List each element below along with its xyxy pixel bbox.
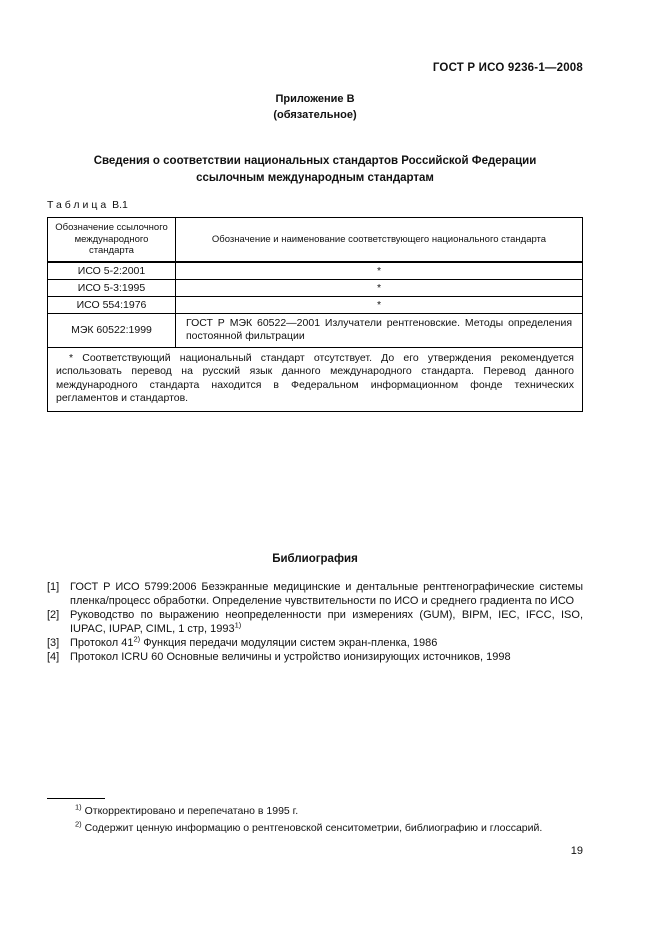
cell-reference-standard: ИСО 5-3:1995: [48, 279, 176, 296]
cell-national-standard: *: [176, 296, 583, 313]
table-row: [48, 262, 583, 280]
bibliography-list: [47, 580, 583, 664]
footnotes-block: [47, 798, 583, 837]
cell-national-standard: ГОСТ Р МЭК 60522—2001 Излучатели рентгеновские. Методы определения постоянной фильтрации: [176, 313, 583, 347]
table-caption: [47, 199, 128, 211]
cell-reference-standard: ИСО 554:1976: [48, 296, 176, 313]
cell-reference-standard: МЭК 60522:1999: [48, 313, 176, 347]
superscript-ref: 1): [234, 620, 242, 630]
table-row: [48, 296, 583, 313]
bibliography-heading: Библиография: [272, 553, 358, 565]
standards-table: [47, 217, 583, 412]
item-text: ГОСТ Р ИСО 5799:2006 Безэкранные медицинские и дентальные рентгенографические системы пленка/процесс обработки. Определение чувствительности по ИСО и среднего градиента по ИСО: [70, 581, 583, 607]
table-row: [48, 313, 583, 347]
bibliography-item: [47, 636, 583, 650]
running-head: ГОСТ Р ИСО 9236-1—2008: [432, 62, 583, 74]
table-footnote: * Соответствующий национальный стандарт отсутствует. До его утверждения рекомендуется использовать перевод на русский язык данного международного стандарта. Перевод данного международного стандарта находится в Федеральном информационном фонде технических регламентов и стандартов.: [48, 347, 583, 411]
superscript-ref: 2): [133, 634, 141, 644]
item-number: [3]: [47, 637, 60, 649]
bibliography-item: [47, 608, 583, 636]
annex-block: [47, 91, 583, 123]
section-title: [27, 153, 603, 187]
section-title-line2: ссылочным международным стандартам: [196, 172, 434, 184]
cell-reference-standard: ИСО 5-2:2001: [48, 262, 176, 280]
footnote-text: Откорректировано и перепечатано в 1995 г.: [84, 805, 299, 817]
footnote-marker: 2): [75, 819, 82, 829]
table-caption-label: Таблица: [47, 199, 110, 211]
bibliography-item: [47, 650, 583, 664]
item-number: [4]: [47, 651, 60, 663]
annex-type: (обязательное): [273, 109, 357, 121]
table-header-row: [48, 218, 583, 262]
column-header-reference: Обозначение ссылочного международного стандарта: [48, 218, 176, 262]
footnote-marker: 1): [75, 802, 82, 812]
annex-label: Приложение В: [275, 93, 355, 105]
table-footnote-row: [48, 347, 583, 411]
cell-national-standard: *: [176, 279, 583, 296]
footnote-item: [47, 820, 583, 837]
footnote-text: Содержит ценную информацию о рентгеновской сенситометрии, библиографию и глоссарий.: [84, 822, 543, 834]
footnote-item: [47, 803, 583, 820]
cell-national-standard: *: [176, 262, 583, 280]
page-number: 19: [570, 845, 583, 857]
item-text: Протокол ICRU 60 Основные величины и устройство ионизирующих источников, 1998: [70, 651, 511, 663]
column-header-national: Обозначение и наименование соответствующего национального стандарта: [176, 218, 583, 262]
item-number: [2]: [47, 609, 60, 621]
footnote-separator: [47, 798, 105, 799]
bibliography-item: [47, 580, 583, 608]
table-caption-number: В.1: [112, 199, 128, 211]
item-text: Протокол 41$^{2)}$ Функция передачи модуляции систем экран-пленка, 1986: [70, 634, 438, 649]
item-text: Руководство по выражению неопределенности при измерениях (GUM), BIPM, IEC, IFCC, ISO, IUPAC, IUPAP, CIML, 1 стр, 1993$^{1)}$: [70, 609, 583, 635]
item-number: [1]: [47, 581, 60, 593]
table-row: [48, 279, 583, 296]
section-title-line1: Сведения о соответствии национальных стандартов Российской Федерации: [93, 155, 537, 167]
